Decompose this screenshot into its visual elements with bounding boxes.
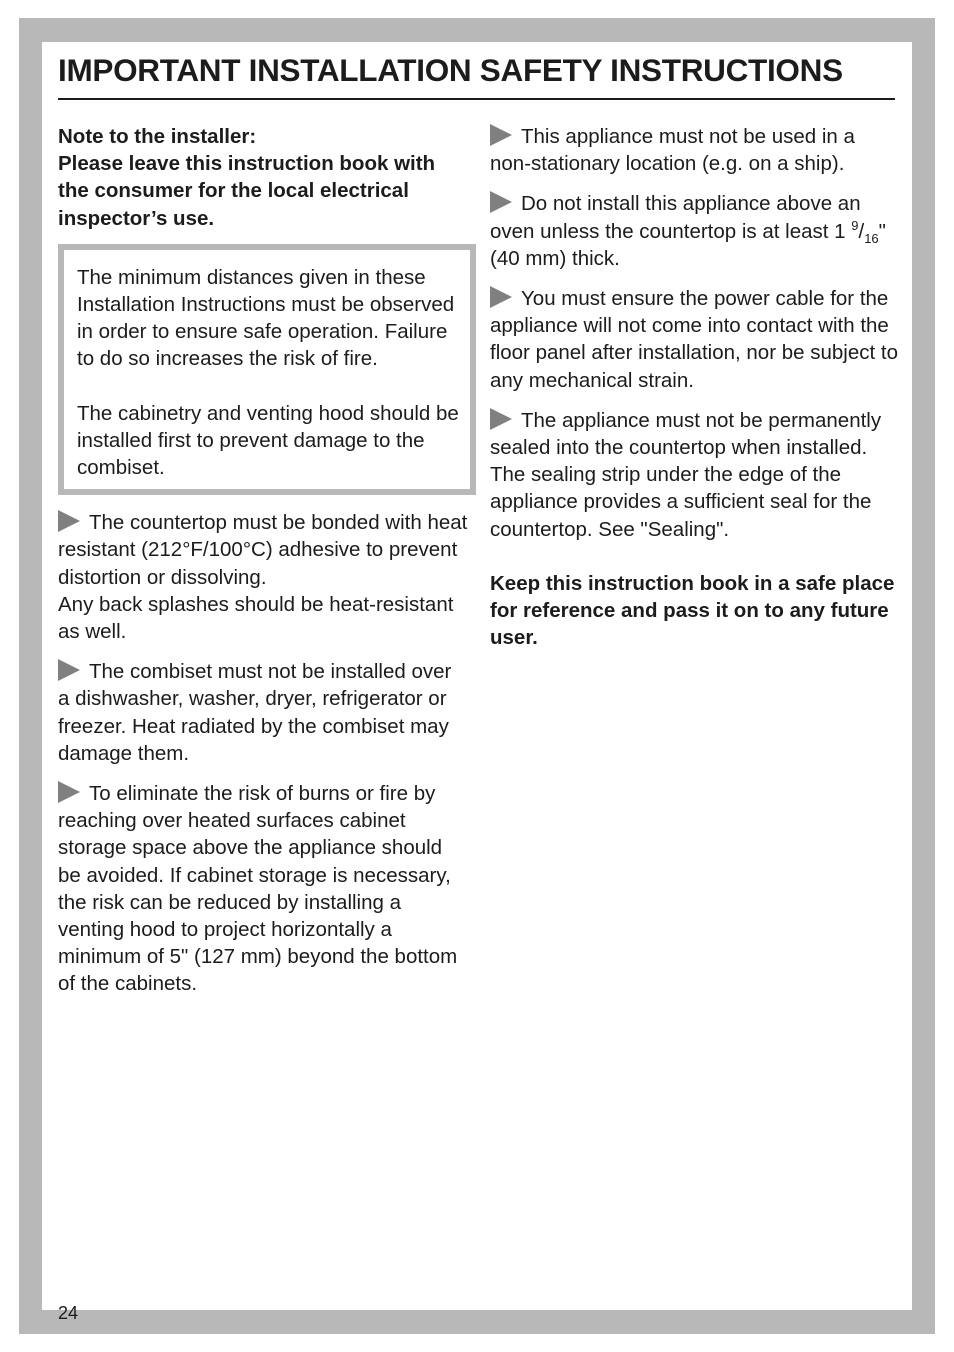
list-item [490,123,900,177]
left-column [58,123,468,1011]
installer-note-heading: Note to the installer: [58,125,257,148]
installer-note-text: Please leave this instruction book with the consumer for the local electrical inspector’s use. [58,152,436,230]
triangle-bullet-icon [58,659,80,681]
list-item-text: Any back splashes should be heat-resistant as well. [58,592,454,644]
installer-note [58,123,468,232]
page-number: 24 [58,1303,79,1323]
fraction-numerator: 9 [851,217,859,233]
list-item-text: The appliance must not be permanently sealed into the countertop when installed. The sealing strip under the edge of the appliance provides a sufficient seal for the countertop. See "Sealing". [490,408,882,541]
list-item-text: " (40 mm) thick. [490,219,886,270]
warning-box-paragraph: The minimum distances given in these Installation Instructions must be observed in order to ensure safe operation. Failure to do so increases the risk of fire. [77,265,455,371]
triangle-bullet-icon [490,191,512,213]
list-item-text: The combiset must not be installed over a dishwasher, washer, dryer, refrigerator or freezer. Heat radiated by the combiset may damage them. [58,660,452,765]
fraction-denominator: 16 [864,230,879,246]
list-item [58,780,468,998]
list-item-text: This appliance must not be used in a non-stationary location (e.g. on a ship). [490,125,855,176]
list-item-text: You must ensure the power cable for the appliance will not come into contact with the floor panel after installation, nor be subject to any mechanical strain. [490,287,898,392]
triangle-bullet-icon [490,286,512,308]
triangle-bullet-icon [490,124,512,146]
list-item [58,658,468,767]
list-item-text: The countertop must be bonded with heat resistant (212°F/100°C) adhesive to prevent distortion or dissolving. [58,511,468,589]
list-item-text: To eliminate the risk of burns or fire by reaching over heated surfaces cabinet storage space above the appliance should be avoided. If cabinet storage is necessary, the risk can be reduced by installing a venting hood to project horizontally a minimum of 5" (127 mm) beyond the bottom of the cabinets. [58,782,458,996]
triangle-bullet-icon [58,781,80,803]
list-item [58,509,468,645]
title-rule [58,98,895,100]
closing-note [490,570,900,652]
list-item-text: Do not install this appliance above an oven unless the countertop is at least 1 [490,192,861,243]
fraction-separator: / [858,219,865,243]
list-item [490,190,900,272]
triangle-bullet-icon [58,510,80,532]
list-item [490,407,900,543]
triangle-bullet-icon [490,408,512,430]
warning-box [58,244,476,495]
list-item [490,285,900,394]
warning-box-paragraph: The cabinetry and venting hood should be installed first to prevent damage to the combiset. [77,401,459,480]
page-title: IMPORTANT INSTALLATION SAFETY INSTRUCTIONS [58,52,843,88]
closing-note-text: Keep this instruction book in a safe place for reference and pass it on to any future user. [490,571,895,650]
right-column [490,123,900,651]
